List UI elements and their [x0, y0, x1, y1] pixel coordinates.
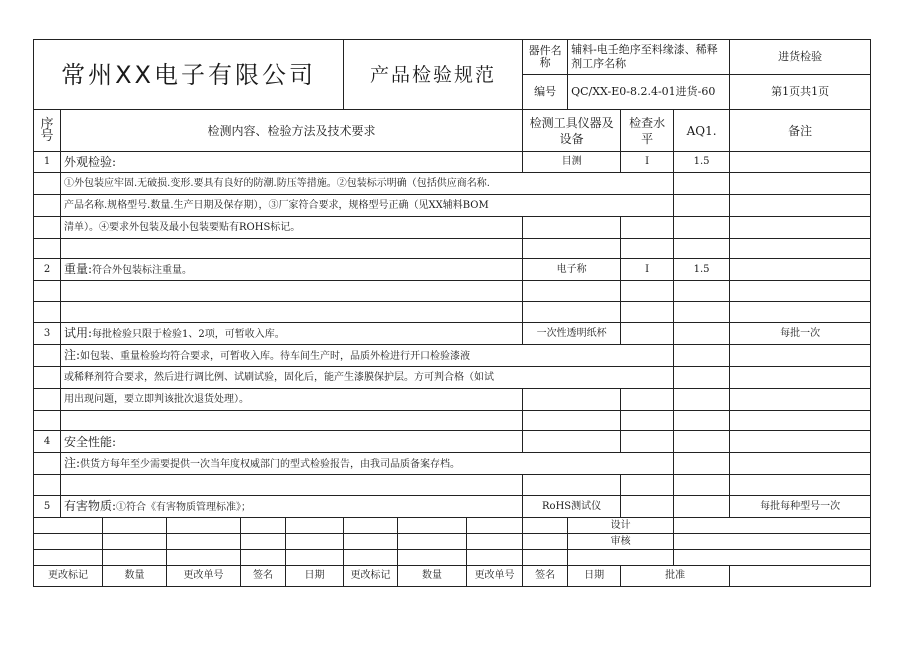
note-label: 注:	[64, 455, 81, 470]
col-content: 检测内容、检验方法及技术要求	[61, 110, 523, 152]
section-level: I	[621, 259, 674, 281]
section-remark: 每批一次	[730, 323, 871, 345]
section-aql: 1.5	[674, 152, 730, 173]
col-aql: AQ1.	[674, 110, 730, 152]
review-label: 审核	[568, 534, 674, 550]
change-mark-header: 更改标记	[344, 566, 398, 587]
section-number: 3	[34, 323, 61, 345]
inspection-type: 进货检验	[730, 40, 871, 75]
section-title: 有害物质:	[64, 498, 117, 513]
section-number: 2	[34, 259, 61, 281]
signature-header: 签名	[523, 566, 568, 587]
section-line	[61, 496, 523, 518]
inspection-spec-document	[33, 39, 870, 587]
part-name-label: 器件名称	[523, 40, 568, 75]
note-label: 注:	[64, 347, 81, 362]
document-title: 产品检验规范	[344, 40, 523, 110]
section-remark: 每批每种型号一次	[730, 496, 871, 518]
spec-line	[61, 345, 621, 367]
section-tool: 一次性透明纸杯	[523, 323, 621, 345]
col-tools: 检测工具仪器及设备	[523, 110, 621, 152]
spec-line: 产品名称.规格型号.数量.生产日期及保存期），③厂家符合要求，规格型号正确（见XX辅料BOM	[61, 195, 621, 217]
section-title: 安全性能:	[61, 431, 523, 453]
section-row	[34, 259, 871, 281]
section-title: 重量:	[64, 261, 93, 276]
section-tool: 目测	[523, 152, 621, 173]
section-tool: 电子称	[523, 259, 621, 281]
section-remark	[730, 152, 871, 173]
section-title: 外观检验:	[61, 152, 523, 173]
section-row	[34, 323, 871, 345]
part-name-value: 辅料-电壬绝序至料缘漆、稀释剂工序名称	[568, 40, 730, 75]
quantity-header: 数量	[398, 566, 467, 587]
company-name: 常州XX电子有限公司	[34, 40, 344, 110]
col-level: 检查水平	[621, 110, 674, 152]
section-row	[34, 431, 871, 453]
section-row	[34, 152, 871, 173]
date-header: 日期	[286, 566, 344, 587]
section-number: 1	[34, 152, 61, 173]
number-label: 编号	[523, 75, 568, 110]
change-order-header: 更改单号	[467, 566, 523, 587]
section-row	[34, 496, 871, 518]
section-number: 5	[34, 496, 61, 518]
change-order-header: 更改单号	[167, 566, 241, 587]
note-text: 如包装、重量检验均符合要求，可暂收入库。待车间生产时，品质外检进行开口检验漆液	[80, 350, 471, 362]
section-line	[61, 323, 523, 345]
spec-line: 或稀释剂符合要求，然后进行调比例、试刷试验，固化后，能产生漆膜保护层。方可判合格（如试	[61, 367, 621, 389]
section-line	[61, 259, 523, 281]
section-level: I	[621, 152, 674, 173]
section-number: 4	[34, 431, 61, 453]
change-record-header	[34, 566, 871, 587]
number-value: QC/XX-E0-8.2.4-01进货-60	[568, 75, 730, 110]
spec-line: ①外包装应牢固.无破损.变形.要具有良好的防潮.防压等措施。②包装标示明确（包括供应商名称.	[61, 173, 621, 195]
spec-line	[61, 453, 621, 475]
page-info: 第1页共1页	[730, 75, 871, 110]
signature-header: 签名	[241, 566, 286, 587]
section-text: 符合外包装标注重量。	[92, 264, 193, 276]
section-text: ①符合《有害物质管理标准》；	[116, 501, 252, 513]
col-seq: 序号	[34, 110, 61, 152]
design-label: 设计	[568, 518, 674, 534]
spec-line: 用出现问题，要立即判该批次退货处理）。	[61, 389, 523, 411]
section-title: 试用:	[64, 325, 93, 340]
quantity-header: 数量	[103, 566, 167, 587]
section-tool: RoHS测试仪	[523, 496, 621, 518]
change-mark-header: 更改标记	[34, 566, 103, 587]
date-header: 日期	[568, 566, 621, 587]
spec-line: 清单）。④要求外包装及最小包装要贴有ROHS标记。	[61, 217, 523, 239]
section-aql: 1.5	[674, 259, 730, 281]
approve-label: 批准	[621, 566, 730, 587]
note-text: 供货方每年至少需要提供一次当年度权威部门的型式检验报告，由我司品质备案存档。	[80, 458, 461, 470]
col-remark: 备注	[730, 110, 871, 152]
section-text: 每批检验只限于检验1、2项，可暂收入库。	[92, 328, 285, 340]
spec-table	[33, 39, 871, 587]
